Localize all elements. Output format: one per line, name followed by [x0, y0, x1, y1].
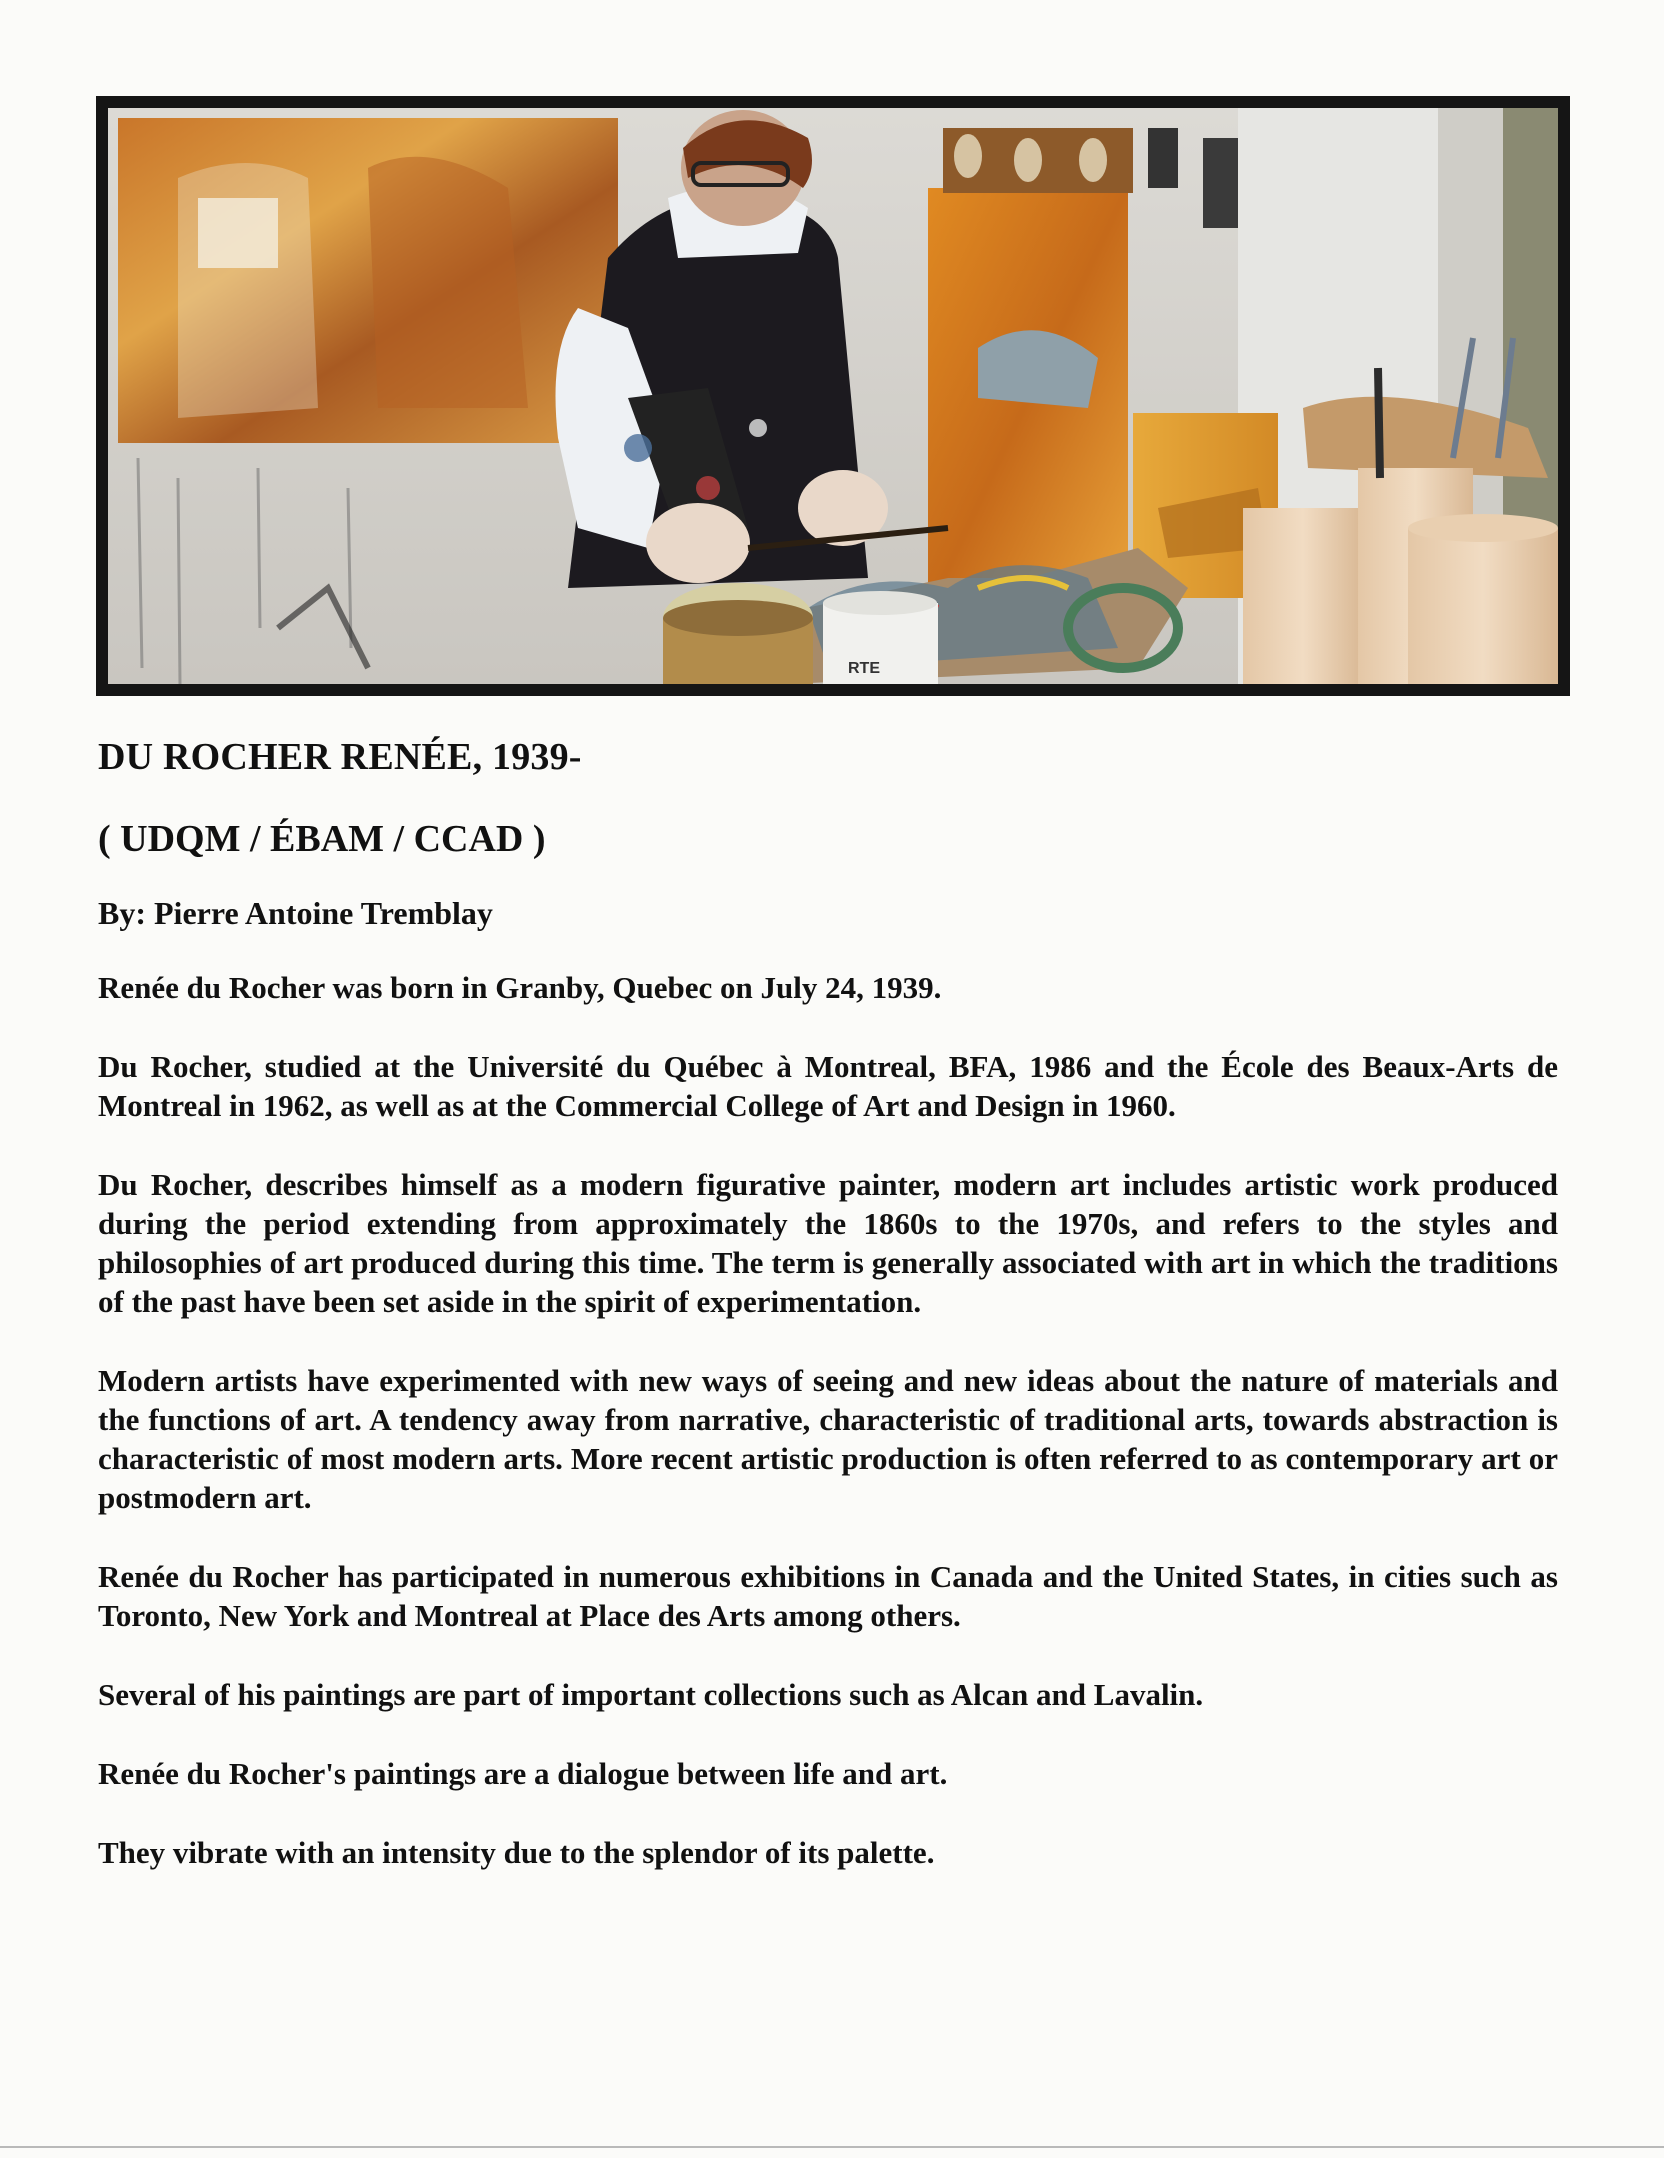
studio-photo-illustration [108, 108, 1558, 684]
paragraph-modern-artists: Modern artists have experimented with new ways of seeing and new ideas about the nature of materials and the functions of art. A tendency away from narrative, characteristic of traditional arts, towards abstraction is characteristic of most modern arts. More recent artistic production is often referred to as contemporary art or postmodern art. [98, 1363, 1558, 1515]
artist-studio-photo [108, 108, 1558, 684]
artist-title: DU ROCHER RENÉE, 1939- [98, 736, 582, 778]
author-byline: By: Pierre Antoine Tremblay [98, 895, 493, 931]
article-body [98, 735, 1558, 1912]
paint-can-label: RTE [848, 660, 880, 677]
paragraph-education: Du Rocher, studied at the Université du Québec à Montreal, BFA, 1986 and the École des Beaux-Arts de Montreal in 1962, as well as at the Commercial College of Art and Design in 1960. [98, 1049, 1558, 1123]
paragraph-dialogue: Renée du Rocher's paintings are a dialogue between life and art. [98, 1756, 948, 1791]
paragraph-birth: Renée du Rocher was born in Granby, Quebec on July 24, 1939. [98, 970, 942, 1005]
paragraph-collections: Several of his paintings are part of important collections such as Alcan and Lavalin. [98, 1677, 1204, 1712]
header-photo-frame [96, 96, 1570, 696]
school-affiliations: ( UDQM / ÉBAM / CCAD ) [98, 818, 546, 860]
paragraph-exhibitions: Renée du Rocher has participated in numerous exhibitions in Canada and the United States, in cities such as Toronto, New York and Montreal at Place des Arts among others. [98, 1559, 1558, 1633]
paragraph-modern-art: Du Rocher, describes himself as a modern figurative painter, modern art includes artistic work produced during the period extending from approximately the 1860s to the 1970s, and refers to the styles and philosophies of art produced during this time. The term is generally associated with art in which the traditions of the past have been set aside in the spirit of experimentation. [98, 1167, 1558, 1319]
paragraph-palette: They vibrate with an intensity due to the splendor of its palette. [98, 1835, 935, 1870]
bottom-divider [0, 2146, 1664, 2148]
